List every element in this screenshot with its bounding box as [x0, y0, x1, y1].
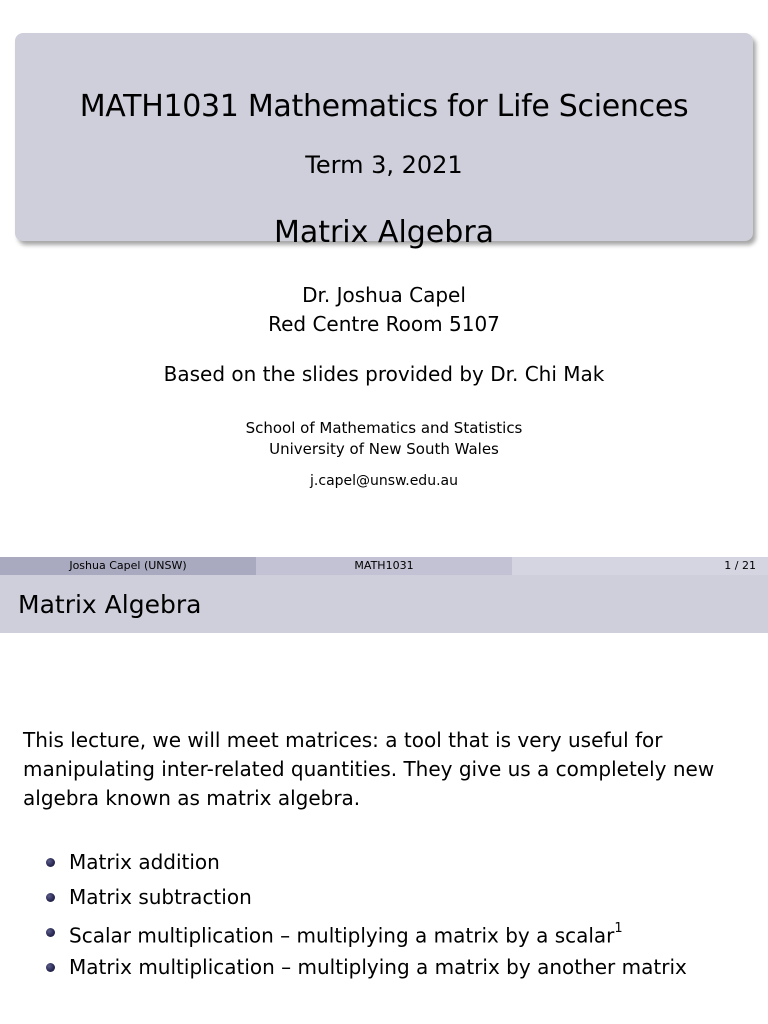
frame-title: Matrix Algebra: [18, 590, 202, 619]
institute-block: [0, 418, 768, 460]
intro-line: manipulating inter-related quantities. They give us a completely new: [23, 757, 715, 781]
author-block: [0, 281, 768, 339]
title-block: [15, 33, 753, 250]
based-on-note: Based on the slides provided by Dr. Chi Mak: [163, 362, 605, 386]
list-item: [46, 846, 687, 881]
bullet-icon: [46, 928, 55, 937]
bullet-icon: [46, 963, 55, 972]
email-address: j.capel@unsw.edu.au: [310, 473, 458, 489]
footer-course: MATH1031: [256, 557, 512, 575]
intro-line: algebra known as matrix algebra.: [23, 786, 361, 810]
bullet-icon: [46, 893, 55, 902]
list-item: [46, 951, 687, 986]
list-item-label: Matrix addition: [69, 850, 220, 874]
school-name: School of Mathematics and Statistics: [245, 419, 523, 437]
list-item-label: Matrix subtraction: [69, 885, 252, 909]
intro-paragraph: [23, 726, 723, 813]
course-title: MATH1031 Mathematics for Life Sciences: [79, 89, 689, 124]
footnote-marker: 1: [614, 921, 623, 936]
lecture-title: Matrix Algebra: [273, 215, 495, 250]
footer-page-number: 1 / 21: [512, 557, 768, 575]
author-room: Red Centre Room 5107: [268, 312, 500, 336]
author-name: Dr. Joshua Capel: [302, 283, 466, 307]
list-item: [46, 881, 687, 916]
bullet-icon: [46, 858, 55, 867]
list-item-label: Matrix multiplication – multiplying a matrix by another matrix: [69, 955, 687, 979]
list-item: [46, 916, 687, 951]
university-name: University of New South Wales: [269, 440, 499, 458]
topic-list: [46, 846, 687, 986]
footer-author: Joshua Capel (UNSW): [0, 557, 256, 575]
intro-line: This lecture, we will meet matrices: a tool that is very useful for: [23, 728, 663, 752]
slide-footer: [0, 557, 768, 575]
list-item-label: Scalar multiplication – multiplying a matrix by a scalar: [69, 923, 615, 948]
frame-title-bar: [0, 575, 768, 633]
term-label: Term 3, 2021: [305, 151, 463, 179]
